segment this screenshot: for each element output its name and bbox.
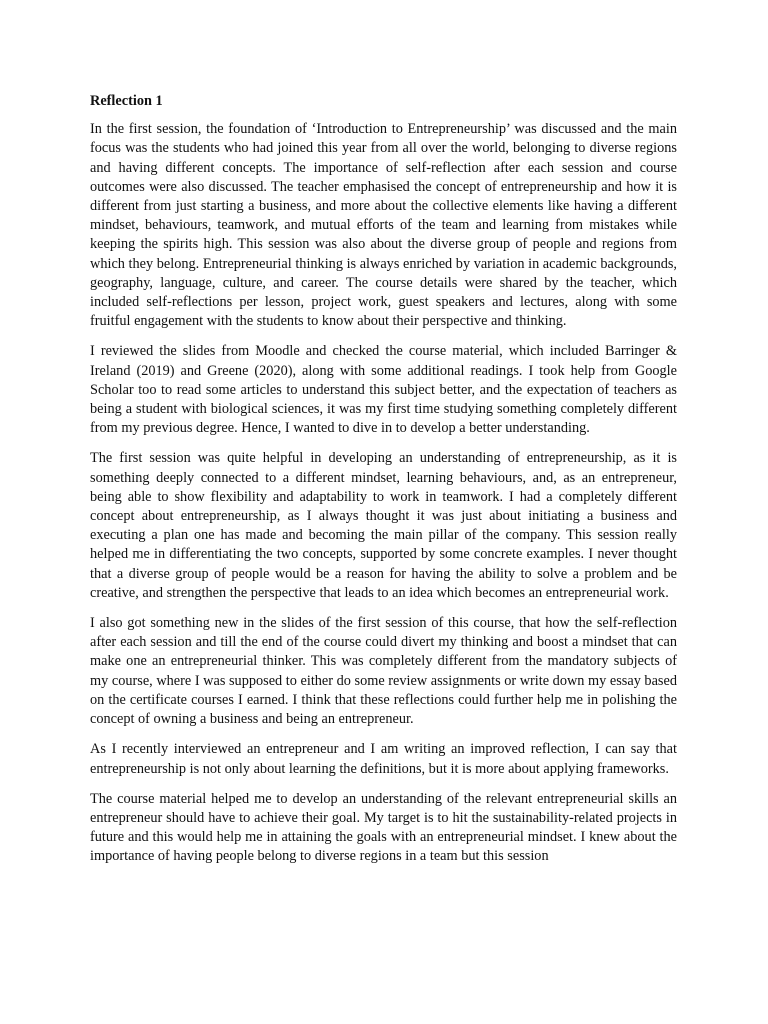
paragraph: In the first session, the foundation of ‘Introduction to Entrepreneurship’ was discussed and the main focus was the students who had joined this year from all over the world, belonging to diverse regions and having different concepts. The importance of self-reflection after each session and course outcomes were also discussed. The teacher emphasised the concept of entrepreneurship and how it is different from just starting a business, and more about the collective elements like having a different mindset, behaviours, teamwork, and mutual efforts of the team and learning from mistakes while keeping the spirits high. This session was also about the diverse group of people and regions from which they belong. Entrepreneurial thinking is always enriched by variation in academic backgrounds, geography, language, culture, and career. The course details were shared by the teacher, which included self-reflections per lesson, project work, guest speakers and lectures, along with some fruitful engagement with the students to know about their perspective and thinking. [90, 121, 677, 330]
document-heading: Reflection 1 [90, 93, 163, 109]
paragraph: The first session was quite helpful in developing an understanding of entrepreneurship, as it is something deeply connected to a different mindset, learning behaviours, and, as an entrepreneur, being able to show flexibility and adaptability to work in teamwork. I had a completely different concept about entrepreneurship, as I always thought it was just about initiating a business and executing a plan one has made and becoming the main pillar of the company. This session really helped me in differentiating the two concepts, supported by some concrete examples. I never thought that a diverse group of people would be a reason for having the ability to solve a problem and be creative, and strengthen the perspective that leads to an idea which becomes an entrepreneurial work. [90, 450, 677, 601]
paragraph: I reviewed the slides from Moodle and checked the course material, which included Barringer & Ireland (2019) and Greene (2020), along with some additional readings. I took help from Google Scholar too to read some articles to understand this subject better, and the expectation of teachers as being a student with biological sciences, it was my first time studying something completely different from my previous degree. Hence, I wanted to dive in to develop a better understanding. [90, 343, 677, 437]
paragraph: I also got something new in the slides of the first session of this course, that how the self-reflection after each session and till the end of the course could divert my thinking and boost a mindset that can make one an entrepreneurial thinker. This was completely different from the mandatory subjects of my course, where I was supposed to either do some review assignments or write down my essay based on the certificate courses I earned. I think that these reflections could further help me in polishing the concept of owning a business and being an entrepreneur. [90, 615, 677, 728]
document-page [90, 92, 677, 878]
paragraph: The course material helped me to develop an understanding of the relevant entrepreneurial skills an entrepreneur should have to achieve their goal. My target is to hit the sustainability-related projects in future and this would help me in attaining the goals with an entrepreneurial mindset. I knew about the importance of having people belong to diverse regions in a team but this session [90, 790, 677, 865]
paragraph: As I recently interviewed an entrepreneur and I am writing an improved reflection, I can say that entrepreneurship is not only about learning the definitions, but it is more about applying frameworks. [90, 741, 677, 777]
